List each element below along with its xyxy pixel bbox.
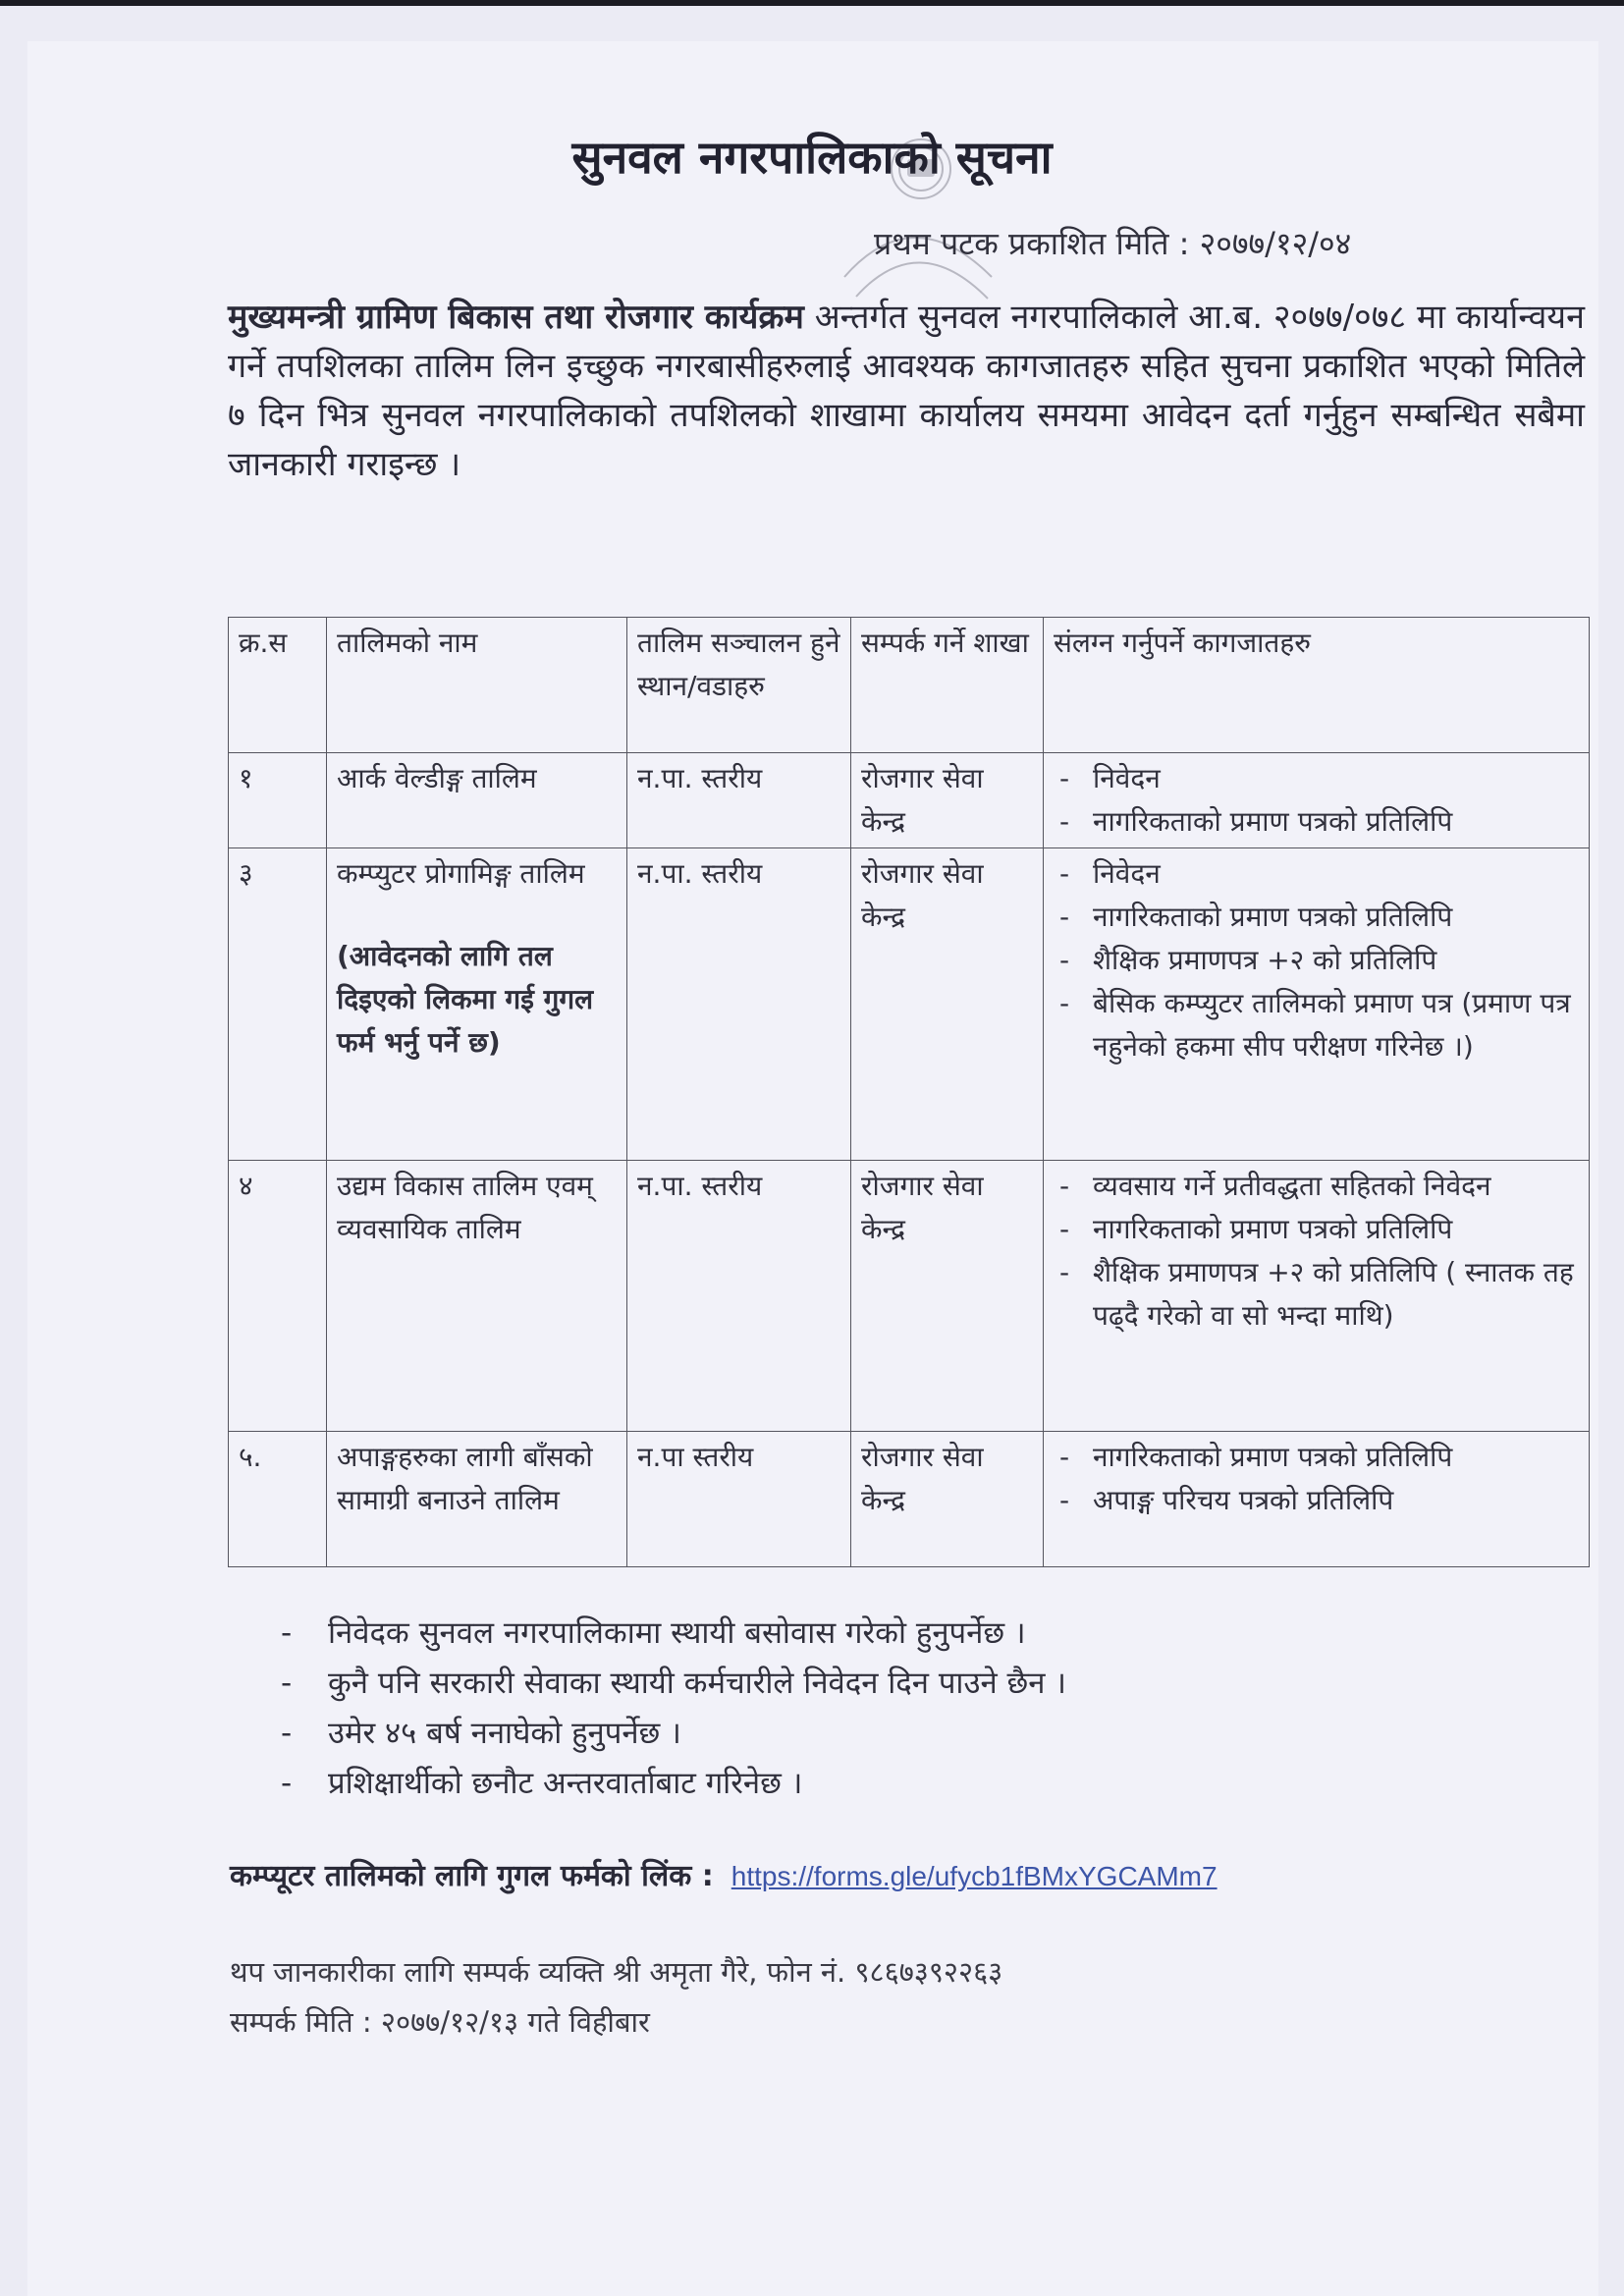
row-training-name: उद्यम विकास तालिम एवम् व्यवसायिक तालिम	[327, 1161, 627, 1432]
list-item: - शैक्षिक प्रमाणपत्र +२ को प्रतिलिपि	[1054, 939, 1579, 982]
header-sn: क्र.स	[229, 618, 327, 753]
list-item: - निवेदन	[1054, 852, 1579, 896]
contact-info	[230, 1947, 1002, 2048]
row-branch: रोजगार सेवा केन्द्र	[851, 848, 1044, 1161]
row-sn: ४	[229, 1161, 327, 1432]
intro-text: अन्तर्गत सुनवल नगरपालिकाले आ.ब. २०७७/०७८ मा कार्यान्वयन गर्ने तपशिलका तालिम लिन इच्छुक नगरबासीहरुलाई आवश्यक कागजातहरु सहित सुचना प्रकाशित भएको मितिले ७ दिन भित्र सुनवल नगरपालिकाको तपशिलको शाखामा कार्यालय समयमा आवेदन दर्ता गर्नुहुन सम्बन्धित सबैमा जानकारी गराइन्छ ।	[228, 298, 1585, 484]
row-documents	[1044, 1432, 1590, 1567]
row-documents	[1044, 1161, 1590, 1432]
google-form-link[interactable]: https://forms.gle/ufycb1fBMxYGCAMm7	[731, 1861, 1218, 1891]
list-item: - शैक्षिक प्रमाणपत्र +२ को प्रतिलिपि ( स्नातक तह पढ्दै गरेको वा सो भन्दा माथि)	[1054, 1251, 1579, 1338]
list-item: - प्रशिक्षार्थीको छनौट अन्तरवार्ताबाट गरिनेछ ।	[277, 1759, 1553, 1809]
header-branch: सम्पर्क गर्ने शाखा	[851, 618, 1044, 753]
list-item: - उमेर ४५ बर्ष ननाघेको हुनुपर्नेछ ।	[277, 1709, 1553, 1759]
program-name: मुख्यमन्त्री ग्रामिण बिकास तथा रोजगार कार्यक्रम	[228, 298, 804, 337]
list-item: - निवेदक सुनवल नगरपालिकामा स्थायी बसोवास गरेको हुनुपर्नेछ ।	[277, 1609, 1553, 1659]
row-branch: रोजगार सेवा केन्द्र	[851, 1432, 1044, 1567]
intro-paragraph	[228, 293, 1585, 489]
table-row	[229, 1161, 1590, 1432]
table-row	[229, 753, 1590, 848]
published-date: प्रथम पटक प्रकाशित मिति : २०७७/१२/०४	[874, 225, 1352, 262]
eligibility-conditions	[277, 1609, 1553, 1809]
contact-date: सम्पर्क मिति : २०७७/१२/१३ गते विहीबार	[230, 2005, 650, 2039]
list-item: - नागरिकताको प्रमाण पत्रको प्रतिलिपि	[1054, 800, 1579, 844]
google-form-line	[230, 1854, 1218, 1894]
table-row	[229, 848, 1590, 1161]
google-form-label: कम्प्यूटर तालिमको लागि गुगल फर्मको लिंक :	[230, 1859, 714, 1893]
row-sn: १	[229, 753, 327, 848]
header-location: तालिम सञ्चालन हुने स्थान/वडाहरु	[627, 618, 851, 753]
row-location: न.पा. स्तरीय	[627, 848, 851, 1161]
list-item: - नागरिकताको प्रमाण पत्रको प्रतिलिपि	[1054, 896, 1579, 939]
google-form-note: (आवेदनको लागि तल दिइएको लिकमा गई गुगल फर्म भर्नु पर्ने छ)	[337, 940, 594, 1059]
scan-top-edge	[0, 0, 1624, 6]
row-training-name: अपाङ्गहरुका लागी बाँसको सामाग्री बनाउने तालिम	[327, 1432, 627, 1567]
contact-person: थप जानकारीका लागि सम्पर्क व्यक्ति श्री अमृता गैरे, फोन नं. ९८६७३९२२६३	[230, 1955, 1003, 1989]
row-training-name: कम्प्युटर प्रोगामिङ्ग तालिम	[337, 857, 585, 890]
row-branch: रोजगार सेवा केन्द्र	[851, 753, 1044, 848]
list-item: - व्यवसाय गर्ने प्रतीवद्धता सहितको निवेदन	[1054, 1165, 1579, 1208]
header-name: तालिमको नाम	[327, 618, 627, 753]
table-row	[229, 1432, 1590, 1567]
row-location: न.पा स्तरीय	[627, 1432, 851, 1567]
list-item: - नागरिकताको प्रमाण पत्रको प्रतिलिपि	[1054, 1436, 1579, 1479]
row-location: न.पा. स्तरीय	[627, 1161, 851, 1432]
list-item: - नागरिकताको प्रमाण पत्रको प्रतिलिपि	[1054, 1208, 1579, 1251]
row-branch: रोजगार सेवा केन्द्र	[851, 1161, 1044, 1432]
row-training-name: आर्क वेल्डीङ्ग तालिम	[327, 753, 627, 848]
training-table	[228, 617, 1590, 1567]
table-header-row	[229, 618, 1590, 753]
row-documents	[1044, 848, 1590, 1161]
list-item: - निवेदन	[1054, 757, 1579, 800]
list-item: - बेसिक कम्प्युटर तालिमको प्रमाण पत्र (प्रमाण पत्र नहुनेको हकमा सीप परीक्षण गरिनेछ ।)	[1054, 982, 1579, 1068]
row-training-name-cell	[327, 848, 627, 1161]
list-item: - कुनै पनि सरकारी सेवाका स्थायी कर्मचारीले निवेदन दिन पाउने छैन ।	[277, 1659, 1553, 1709]
header-documents: संलग्न गर्नुपर्ने कागजातहरु	[1044, 618, 1590, 753]
row-sn: ५.	[229, 1432, 327, 1567]
list-item: - अपाङ्ग परिचय पत्रको प्रतिलिपि	[1054, 1479, 1579, 1522]
page-title: सुनवल नगरपालिकाको सूचना	[571, 131, 1053, 184]
row-sn: ३	[229, 848, 327, 1161]
row-location: न.पा. स्तरीय	[627, 753, 851, 848]
row-documents	[1044, 753, 1590, 848]
